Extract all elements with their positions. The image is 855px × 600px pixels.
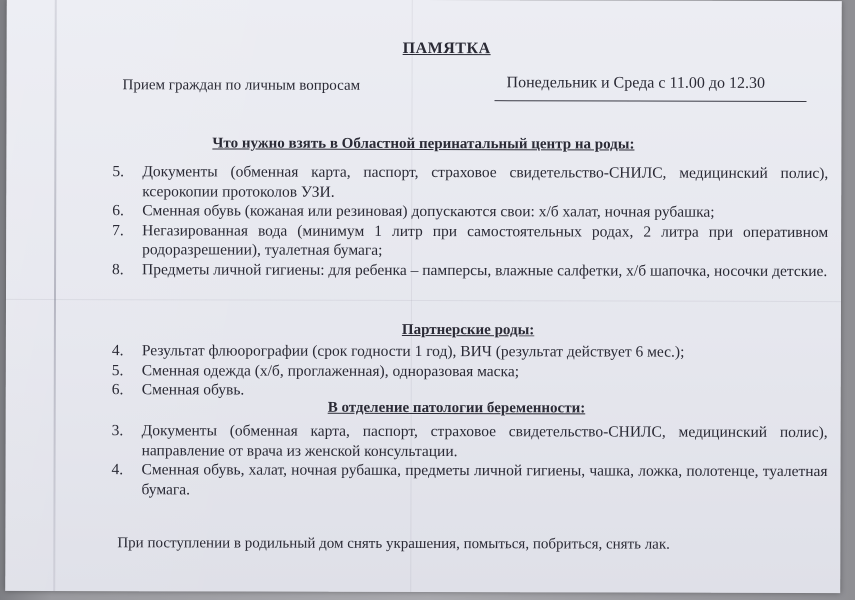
list-item-number: 8. [112,260,124,278]
pathology-items-list [111,421,827,501]
list-item [112,341,812,362]
list-item-text: Документы (обменная карта, паспорт, страховое свидетельство-СНИЛС, медицинский полис), направление от врача из женской консультации. [141,422,828,460]
list-item-number: 7. [112,221,124,239]
admission-note: При поступлении в родильный дом снять украшения, помыться, побриться, снять лак. [117,535,670,553]
reception-label: Прием граждан по личным вопросам [122,77,361,94]
paper-fold-line [53,0,57,591]
paper-crease [410,0,413,592]
list-item [112,221,828,262]
list-item-number: 5. [111,361,124,379]
list-item [112,201,828,222]
list-item-text: Сменная обувь (кожаная или резиновая) допускаются свои: х/б халат, ночная рубашка; [142,202,715,221]
list-item-number: 4. [111,342,124,360]
list-item-number: 4. [111,461,124,479]
list-item-text: Результат флюорографии (срок годности 1 год), ВИЧ (результат действует 6 мес.); [141,342,685,361]
list-item-number: 5. [112,163,124,181]
section-heading-pregnancy-pathology: В отделение патологии беременности: [327,399,586,417]
list-item-text: Сменная обувь, халат, ночная рубашка, предметы личной гигиены, чашка, ложка, полотенце, туалетная бумага. [141,461,828,498]
list-item [112,380,812,401]
reception-time-underline [495,100,807,102]
list-item-number: 6. [112,202,124,220]
list-item [111,460,827,501]
list-item [112,260,828,281]
list-item [112,162,828,203]
delivery-items-list [112,162,828,281]
list-item [112,361,812,382]
list-item-number: 3. [111,422,124,440]
document-title: ПАМЯТКА [402,39,491,58]
list-item [112,421,828,462]
memo-sheet [5,0,842,593]
partner-birth-items-list [112,341,812,401]
section-heading-delivery: Что нужно взять в Областной перинатальный центр на роды: [212,135,635,153]
list-item-text: Сменная обувь. [141,381,245,399]
list-item-text: Негазированная вода (минимум 1 литр при самостоятельных родах, 2 литра при оперативном родоразрешении), туалетная бумага; [142,221,829,259]
list-item-number: 6. [111,381,124,399]
reception-time: Понедельник и Среда с 11.00 до 12.30 [506,74,766,92]
paper-crease-horizontal [6,299,841,302]
list-item-text: Сменная одежда (х/б, проглаженная), одноразовая маска; [141,361,520,380]
list-item-text: Документы (обменная карта, паспорт, страховое свидетельство-СНИЛС, медицинский полис), ксерокопии протоколов УЗИ. [142,163,829,201]
section-heading-partner-birth: Партнерские роды: [401,321,535,339]
list-item-text: Предметы личной гигиены: для ребенка – памперсы, влажные салфетки, х/б шапочка, носочки детские. [142,260,828,280]
